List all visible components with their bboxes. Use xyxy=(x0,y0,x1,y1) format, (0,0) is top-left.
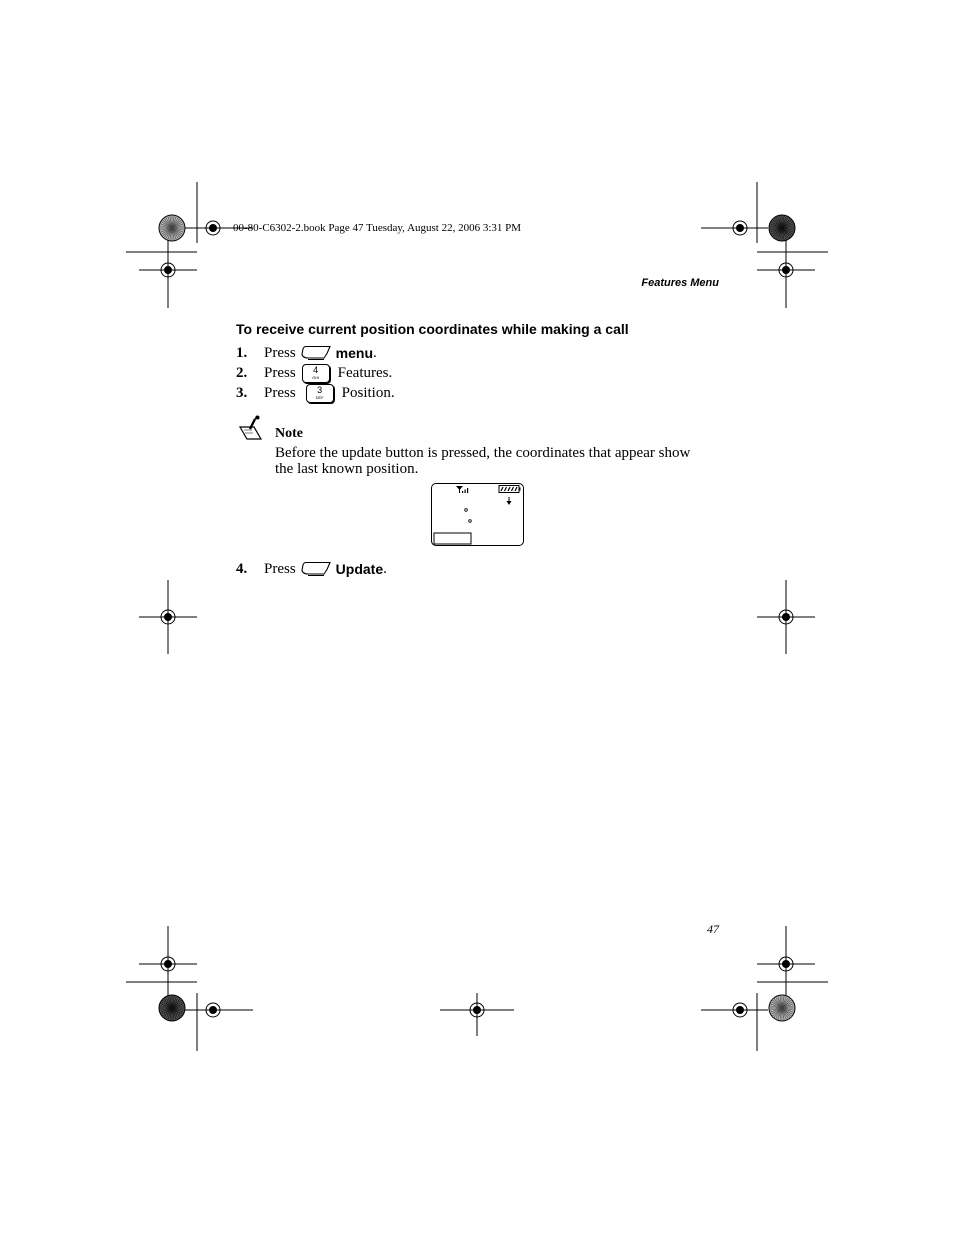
starburst-target-icon xyxy=(159,995,185,1021)
step-verb: Press xyxy=(264,384,296,401)
starburst-target-icon xyxy=(769,995,795,1021)
coordinate-degree-mark xyxy=(469,520,472,523)
note-body: Before the update button is pressed, the coordinates that appear show the last known position. xyxy=(275,445,691,477)
down-arrow-icon xyxy=(507,497,512,505)
step-number: 2. xyxy=(236,364,248,381)
step-3 xyxy=(236,383,395,403)
battery-icon xyxy=(499,486,521,493)
key-letters: GHI xyxy=(312,374,320,380)
step-number: 3. xyxy=(236,384,248,401)
softkey-label-box xyxy=(434,533,471,544)
section-heading: To receive current position coordinates while making a call xyxy=(236,321,629,337)
step-label: Features. xyxy=(337,364,393,381)
coordinate-degree-mark xyxy=(465,509,468,512)
key-3-icon xyxy=(306,384,334,403)
softkey-label-update: Update xyxy=(335,561,384,577)
key-letters: DEF xyxy=(315,394,324,400)
step-number: 1. xyxy=(236,344,248,361)
step-1 xyxy=(236,343,377,363)
phone-display-illustration xyxy=(431,483,524,546)
step-verb: Press xyxy=(264,364,296,381)
starburst-target-icon xyxy=(769,215,795,241)
print-info: 00-80-C6302-2.book Page 47 Tuesday, August 22, 2006 3:31 PM xyxy=(233,222,522,234)
phone-display-screen xyxy=(432,484,523,545)
softkey-icon xyxy=(300,561,332,578)
page-number: 47 xyxy=(707,922,719,936)
note-pencil-icon xyxy=(238,415,266,445)
signal-strength-icon xyxy=(456,486,468,493)
softkey-icon xyxy=(300,345,332,362)
step-number: 4. xyxy=(236,560,248,577)
key-digit: 4 xyxy=(313,364,319,375)
step-verb: Press xyxy=(264,560,296,577)
note-title: Note xyxy=(275,426,303,441)
key-4-icon xyxy=(302,364,330,383)
step-suffix: . xyxy=(383,560,387,577)
step-verb: Press xyxy=(264,344,296,361)
step-2 xyxy=(236,363,392,383)
step-label: Position. xyxy=(341,384,395,401)
running-header: Features Menu xyxy=(641,277,719,289)
step-4 xyxy=(236,559,387,579)
step-suffix: . xyxy=(373,344,377,361)
starburst-target-icon xyxy=(159,215,185,241)
key-digit: 3 xyxy=(317,384,323,395)
softkey-label-menu: menu xyxy=(335,345,374,361)
